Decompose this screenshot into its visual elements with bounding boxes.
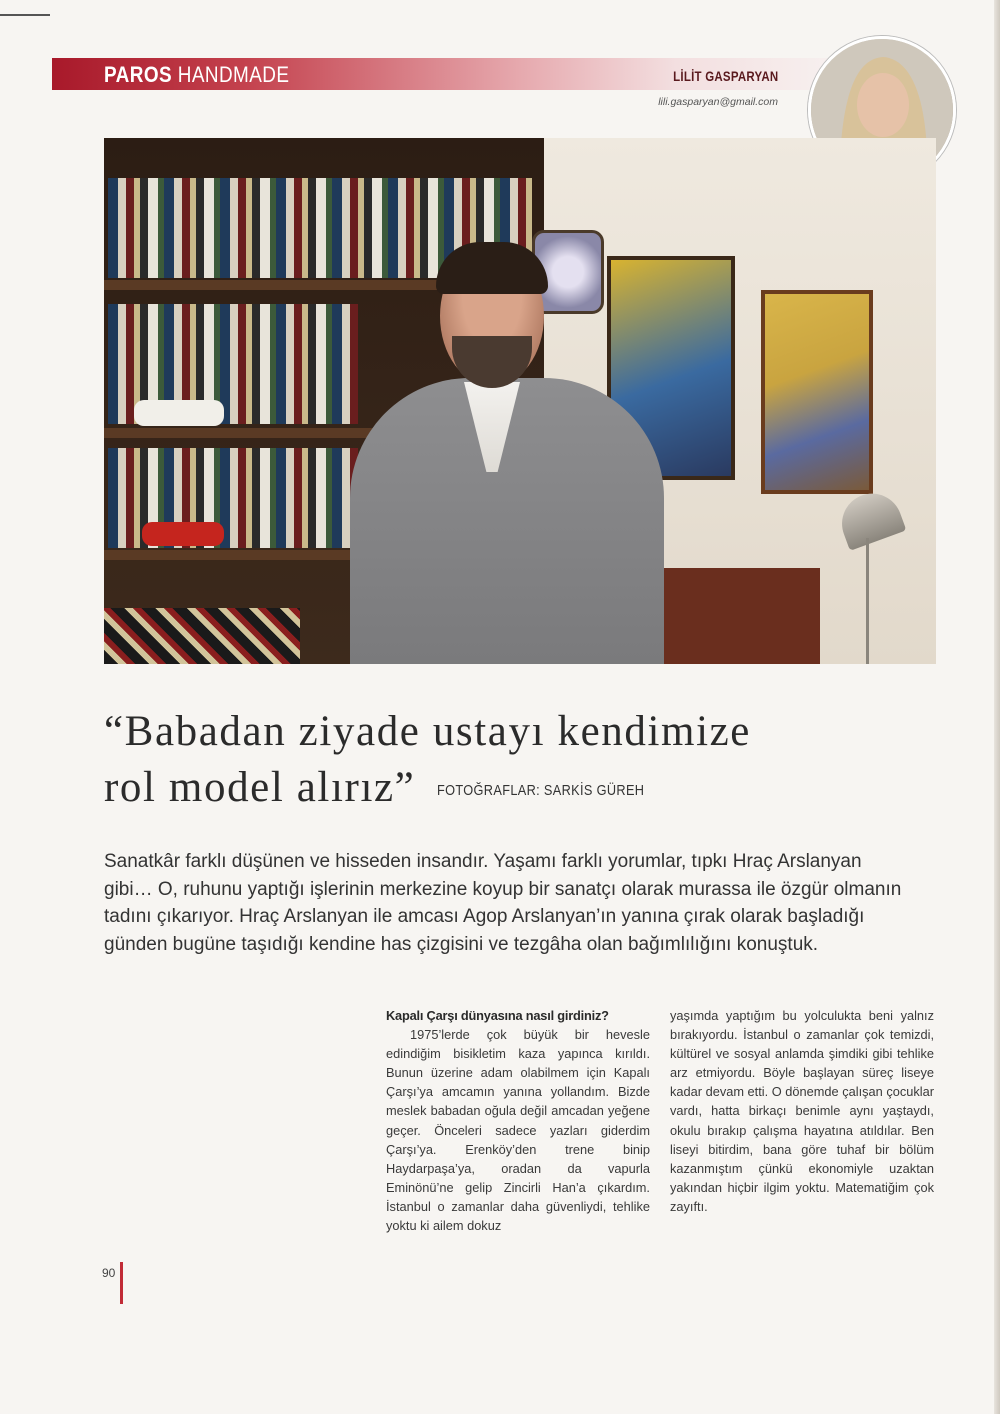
article-intro: Sanatkâr farklı düşünen ve hisseden insandır. Yaşamı farklı yorumlar, tıpkı Hraç Arslanyan gibi… O, ruhunu yaptığı işlerinin merkezine koyup bir sanatçı olarak murassa ile özgür olmanın tadını çıkarıyor. Hraç Arslanyan ile amcası Agop Arslanyan’ın yanına çırak olarak başladığı günden bugüne taşıdığı kendine has çizgisini ve tezgâha olan bağımlılığını konuştuk. xyxy=(104,851,902,955)
column-left xyxy=(386,1006,650,1235)
author-email[interactable]: lili.gasparyan@gmail.com xyxy=(658,96,778,108)
backgammon-board xyxy=(104,608,300,664)
interview-question: Kapalı Çarşı dünyasına nasıl girdiniz? xyxy=(386,1008,609,1023)
interview-answer-part-2: yaşımda yaptığım bu yolculukta beni yalnız bırakıyordu. İstanbul o zamanlar çok temizdi, kültürel ve sosyal anlamda şimdiki gibi tehlike arz etmiyordu. Böyle başlayan süreç liseye kadar devam etti. O dönemde çalışan çocuklar vardı, hatta birkaçı benimle aynı yaştaydı, okulu bırakıp çalışma hayatına atıldılar. Ben liseyi bitirdim, bana göre tuhaf bir bölüm kazanmıştım çünkü ekonomiyle uzaktan yakından hiçbir ilgim yoktu. Matematiğim çok zayıftı. xyxy=(670,1008,934,1214)
interview-answer-part-1: 1975’lerde çok büyük bir hevesle edindiğim bisikletim kaza yapınca kırıldı. Bunun üzerine adam olabilmem için Kapalı Çarşı’ya amcamın yanına yollandım. Bizde meslek babadan oğula değil amcadan yeğene geçer. Önceleri sadece yazları giderdim Çarşı’ya. Erenköy’den trene binip Haydarpaşa’ya, oradan da vapurla Eminönü’ne gelip Zincirli Han’a çıkardım. İstanbul o zamanlar daha güvenliydi, tehlike yoktu ki ailem dokuz xyxy=(386,1027,650,1234)
author-name: LİLİT GASPARYAN xyxy=(672,68,778,84)
icon-painting-mary xyxy=(761,290,873,494)
page-number: 90 xyxy=(102,1266,116,1280)
page-number-rule xyxy=(120,1262,123,1304)
article-headline xyxy=(104,704,864,819)
column-right xyxy=(670,1006,934,1216)
lamp-stem xyxy=(866,538,869,664)
section-title-rest: HANDMADE xyxy=(177,62,290,87)
headline-line-2-text: rol model alırız” xyxy=(104,764,416,811)
page-edge xyxy=(994,0,1000,1414)
photo-credit: FOTOĞRAFLAR: SARKİS GÜREH xyxy=(437,782,645,800)
article-photo xyxy=(104,138,936,664)
headline-line-2 xyxy=(104,760,864,819)
scan-mark xyxy=(0,14,50,16)
toy-car-red xyxy=(142,522,224,546)
section-title xyxy=(104,60,289,90)
section-title-bold: PAROS xyxy=(104,62,173,87)
toy-car-white xyxy=(134,400,224,426)
headline-line-1: “Babadan ziyade ustayı kendimize xyxy=(104,708,751,755)
